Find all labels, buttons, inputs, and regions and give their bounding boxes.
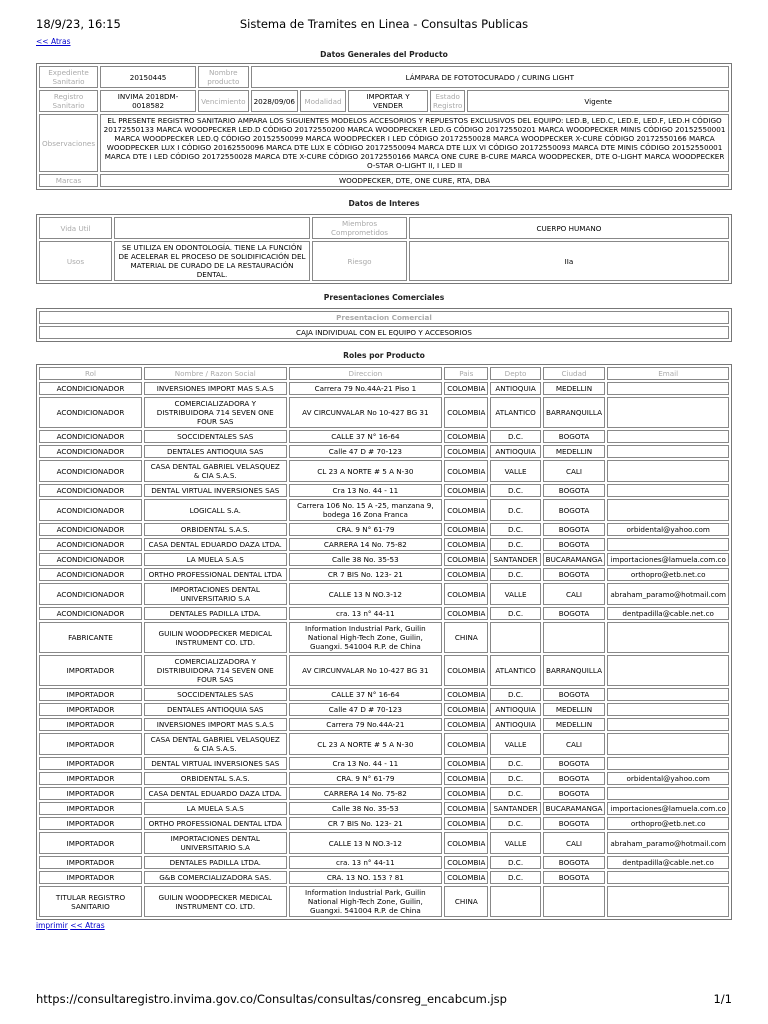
back-link-top[interactable]: << Atras	[36, 37, 71, 46]
role-cell-direccion: CL 23 A NORTE # 5 A N-30	[289, 460, 443, 482]
roles-section-title: Roles por Producto	[343, 351, 425, 360]
role-cell-rol: ACONDICIONADOR	[39, 538, 142, 551]
role-cell-direccion: Calle 47 D # 70-123	[289, 445, 443, 458]
role-cell-ciudad: CALI	[543, 832, 606, 854]
table-row	[39, 886, 729, 917]
role-cell-rol: IMPORTADOR	[39, 787, 142, 800]
role-cell-direccion: CR 7 BIS No. 123- 21	[289, 568, 443, 581]
role-cell-nombre: IMPORTACIONES DENTAL UNIVERSITARIO S.A	[144, 583, 287, 605]
role-cell-ciudad: MEDELLIN	[543, 382, 606, 395]
table-row	[39, 523, 729, 536]
page-content	[36, 36, 732, 930]
print-url: https://consultaregistro.invima.gov.co/Consultas/consultas/consreg_encabcum.jsp	[36, 992, 507, 1006]
roles-header-depto: Depto	[490, 367, 540, 380]
role-cell-depto: VALLE	[490, 733, 540, 755]
print-footer	[36, 992, 732, 1008]
roles-header-direccion: Direccion	[289, 367, 443, 380]
role-cell-pais: COLOMBIA	[444, 499, 488, 521]
role-cell-nombre: COMERCIALIZADORA Y DISTRIBUIDORA 714 SEVEN ONE FOUR SAS	[144, 397, 287, 428]
role-cell-ciudad: BOGOTA	[543, 430, 606, 443]
role-cell-email	[607, 430, 729, 443]
role-cell-depto: D.C.	[490, 607, 540, 620]
role-cell-rol: ACONDICIONADOR	[39, 430, 142, 443]
role-cell-depto: ANTIOQUIA	[490, 445, 540, 458]
table-row	[39, 688, 729, 701]
role-cell-ciudad: BOGOTA	[543, 568, 606, 581]
role-cell-email	[607, 886, 729, 917]
role-cell-rol: ACONDICIONADOR	[39, 499, 142, 521]
role-cell-direccion: CARRERA 14 No. 75-82	[289, 787, 443, 800]
role-cell-nombre: INVERSIONES IMPORT MAS S.A.S	[144, 718, 287, 731]
role-cell-ciudad: BARRANQUILLA	[543, 397, 606, 428]
miembros-label: Miembros Comprometidos	[312, 217, 407, 239]
role-cell-rol: IMPORTADOR	[39, 871, 142, 884]
role-cell-pais: COLOMBIA	[444, 583, 488, 605]
role-cell-pais: COLOMBIA	[444, 757, 488, 770]
role-cell-rol: IMPORTADOR	[39, 655, 142, 686]
role-cell-rol: ACONDICIONADOR	[39, 523, 142, 536]
role-cell-ciudad: MEDELLIN	[543, 718, 606, 731]
role-cell-direccion: CALLE 37 N° 16-64	[289, 430, 443, 443]
table-row	[39, 553, 729, 566]
role-cell-rol: TITULAR REGISTRO SANITARIO	[39, 886, 142, 917]
role-cell-pais: COLOMBIA	[444, 832, 488, 854]
table-row	[39, 583, 729, 605]
estado-value: Vigente	[467, 90, 729, 112]
role-cell-ciudad: BOGOTA	[543, 688, 606, 701]
role-cell-depto: D.C.	[490, 772, 540, 785]
roles-header-pais: Pais	[444, 367, 488, 380]
role-cell-rol: ACONDICIONADOR	[39, 553, 142, 566]
role-cell-nombre: SOCCIDENTALES SAS	[144, 688, 287, 701]
table-row	[39, 733, 729, 755]
role-cell-ciudad: BOGOTA	[543, 538, 606, 551]
role-cell-depto: D.C.	[490, 430, 540, 443]
role-cell-pais: COLOMBIA	[444, 871, 488, 884]
modalidad-value: IMPORTAR Y VENDER	[348, 90, 428, 112]
role-cell-direccion: CL 23 A NORTE # 5 A N-30	[289, 733, 443, 755]
role-cell-depto: VALLE	[490, 832, 540, 854]
role-cell-email	[607, 787, 729, 800]
role-cell-ciudad: BOGOTA	[543, 757, 606, 770]
modalidad-label: Modalidad	[300, 90, 346, 112]
role-cell-nombre: LA MUELA S.A.S	[144, 802, 287, 815]
role-cell-rol: IMPORTADOR	[39, 733, 142, 755]
riesgo-value: IIa	[409, 241, 729, 281]
role-cell-depto	[490, 886, 540, 917]
role-cell-email: dentpadilla@cable.net.co	[607, 607, 729, 620]
table-row	[39, 718, 729, 731]
table-row	[39, 445, 729, 458]
role-cell-ciudad: BOGOTA	[543, 499, 606, 521]
role-cell-email: orbidental@yahoo.com	[607, 523, 729, 536]
role-cell-rol: IMPORTADOR	[39, 718, 142, 731]
role-cell-pais: COLOMBIA	[444, 553, 488, 566]
role-cell-pais: COLOMBIA	[444, 772, 488, 785]
presentation-row	[39, 326, 729, 339]
observaciones-value: EL PRESENTE REGISTRO SANITARIO AMPARA LOS SIGUIENTES MODELOS ACCESORIOS Y REPUESTOS EXCLUSIVOS DEL EQUIPO: LED.B, LED.C, LED.E, LED.F, LED.H CÓDIGO 20172550133 MARCA WOODPECKER LED.D CÓDIGO 20172550200 MARCA WOODPECKER LED.G CÓDIGO 20172550201 MARCA WOODPECKER MINIS CÓDIGO 20152550001 MARCA WOODPECKER LED.Q CÓDIGO 20152550099 MARCA WOODPECKER I LED CÓDIGO 20172550028 MARCA WOODPECKER X-CURE CÓDIGO 20172550166 MARCA WOODPECKER LUX I CÓDIGO 20162550096 MARCA DTE LUX E CÓDIGO 20172550094 MARCA DTE LUX VI CÓDIGO 20172550093 MARCA DTE MINIS CÓDIGO 20152550001 MARCA DTE I LED CÓDIGO 20172550028 MARCA DTE X-CURE CÓDIGO 20172550166 MARCA ONE CURE B-CURE MARCA WOODPECKER, DTE O-LIGHT MARCA WOODPECKER O-STAR O-LIGHT II, I LED II	[100, 114, 729, 172]
table-row	[39, 802, 729, 815]
role-cell-depto: SANTANDER	[490, 553, 540, 566]
role-cell-nombre: DENTAL VIRTUAL INVERSIONES SAS	[144, 484, 287, 497]
role-cell-email	[607, 538, 729, 551]
bottom-links	[36, 921, 732, 930]
role-cell-ciudad: MEDELLIN	[543, 703, 606, 716]
role-cell-pais: COLOMBIA	[444, 733, 488, 755]
role-cell-nombre: DENTALES PADILLA LTDA.	[144, 607, 287, 620]
role-cell-ciudad	[543, 622, 606, 653]
role-cell-email: abraham_paramo@hotmail.com	[607, 832, 729, 854]
role-cell-email: abraham_paramo@hotmail.com	[607, 583, 729, 605]
role-cell-nombre: ORTHO PROFESSIONAL DENTAL LTDA	[144, 568, 287, 581]
role-cell-pais: COLOMBIA	[444, 445, 488, 458]
role-cell-direccion: Information Industrial Park, Guilin National High-Tech Zone, Guilin, Guangxi. 541004 R.P. de China	[289, 886, 443, 917]
registro-label: Registro Sanitario	[39, 90, 98, 112]
role-cell-nombre: ORBIDENTAL S.A.S.	[144, 523, 287, 536]
table-row	[39, 832, 729, 854]
vencimiento-value: 2028/09/06	[251, 90, 298, 112]
role-cell-ciudad: BUCARAMANGA	[543, 553, 606, 566]
role-cell-ciudad: BOGOTA	[543, 871, 606, 884]
role-cell-email	[607, 718, 729, 731]
role-cell-direccion: Carrera 79 No.44A-21	[289, 718, 443, 731]
role-cell-email: orthopro@etb.net.co	[607, 568, 729, 581]
role-cell-pais: COLOMBIA	[444, 382, 488, 395]
print-header	[36, 17, 732, 33]
role-cell-email	[607, 397, 729, 428]
role-cell-email	[607, 622, 729, 653]
role-cell-email: orthopro@etb.net.co	[607, 817, 729, 830]
role-cell-pais: COLOMBIA	[444, 430, 488, 443]
role-cell-direccion: CRA. 9 N° 61-79	[289, 523, 443, 536]
role-cell-nombre: CASA DENTAL EDUARDO DAZA LTDA.	[144, 538, 287, 551]
role-cell-direccion: Carrera 79 No.44A-21 Piso 1	[289, 382, 443, 395]
roles-header-email: Email	[607, 367, 729, 380]
role-cell-depto: D.C.	[490, 484, 540, 497]
role-cell-pais: COLOMBIA	[444, 607, 488, 620]
vida-util-label: Vida Util	[39, 217, 112, 239]
presentation-header: Presentacion Comercial	[39, 311, 729, 324]
role-cell-direccion: AV CIRCUNVALAR No 10-427 BG 31	[289, 655, 443, 686]
print-date: 18/9/23, 16:15	[36, 17, 121, 31]
role-cell-pais: CHINA	[444, 886, 488, 917]
presentations-section-title: Presentaciones Comerciales	[323, 293, 445, 302]
role-cell-ciudad: BOGOTA	[543, 856, 606, 869]
role-cell-nombre: INVERSIONES IMPORT MAS S.A.S	[144, 382, 287, 395]
role-cell-rol: ACONDICIONADOR	[39, 583, 142, 605]
role-cell-ciudad: CALI	[543, 583, 606, 605]
role-cell-direccion: Carrera 106 No. 15 A -25, manzana 9, bodega 16 Zona Franca	[289, 499, 443, 521]
role-cell-direccion: Cra 13 No. 44 - 11	[289, 484, 443, 497]
role-cell-depto: D.C.	[490, 817, 540, 830]
role-cell-rol: IMPORTADOR	[39, 817, 142, 830]
print-title: Sistema de Tramites en Linea - Consultas Publicas	[239, 17, 529, 31]
role-cell-email	[607, 445, 729, 458]
role-cell-pais: COLOMBIA	[444, 856, 488, 869]
role-cell-depto: VALLE	[490, 460, 540, 482]
role-cell-ciudad: BOGOTA	[543, 772, 606, 785]
role-cell-nombre: CASA DENTAL GABRIEL VELASQUEZ & CIA S.A.S.	[144, 733, 287, 755]
table-row	[39, 430, 729, 443]
role-cell-nombre: DENTALES ANTIOQUIA SAS	[144, 445, 287, 458]
role-cell-pais: CHINA	[444, 622, 488, 653]
role-cell-ciudad: BUCARAMANGA	[543, 802, 606, 815]
expediente-value: 20150445	[100, 66, 196, 88]
registro-value: INVIMA 2018DM-0018582	[100, 90, 196, 112]
role-cell-rol: ACONDICIONADOR	[39, 445, 142, 458]
role-cell-depto: SANTANDER	[490, 802, 540, 815]
role-cell-depto: ANTIOQUIA	[490, 703, 540, 716]
marcas-label: Marcas	[39, 174, 98, 187]
table-row	[39, 460, 729, 482]
role-cell-rol: ACONDICIONADOR	[39, 568, 142, 581]
role-cell-depto	[490, 622, 540, 653]
role-cell-direccion: cra. 13 n° 44-11	[289, 607, 443, 620]
role-cell-rol: IMPORTADOR	[39, 772, 142, 785]
role-cell-pais: COLOMBIA	[444, 688, 488, 701]
role-cell-email	[607, 733, 729, 755]
role-cell-depto: VALLE	[490, 583, 540, 605]
role-cell-email: orbidental@yahoo.com	[607, 772, 729, 785]
role-cell-pais: COLOMBIA	[444, 718, 488, 731]
table-row	[39, 757, 729, 770]
role-cell-nombre: G&B COMERCIALIZADORA SAS.	[144, 871, 287, 884]
role-cell-pais: COLOMBIA	[444, 802, 488, 815]
role-cell-pais: COLOMBIA	[444, 817, 488, 830]
role-cell-email	[607, 757, 729, 770]
role-cell-ciudad: BOGOTA	[543, 484, 606, 497]
role-cell-ciudad: BARRANQUILLA	[543, 655, 606, 686]
role-cell-nombre: ORBIDENTAL S.A.S.	[144, 772, 287, 785]
role-cell-rol: IMPORTADOR	[39, 688, 142, 701]
role-cell-direccion: CARRERA 14 No. 75-82	[289, 538, 443, 551]
role-cell-pais: COLOMBIA	[444, 703, 488, 716]
role-cell-email	[607, 688, 729, 701]
vencimiento-label: Vencimiento	[198, 90, 248, 112]
role-cell-pais: COLOMBIA	[444, 787, 488, 800]
role-cell-depto: ANTIOQUIA	[490, 718, 540, 731]
table-row	[39, 655, 729, 686]
role-cell-nombre: GUILIN WOODPECKER MEDICAL INSTRUMENT CO. LTD.	[144, 622, 287, 653]
role-cell-nombre: CASA DENTAL GABRIEL VELASQUEZ & CIA S.A.S.	[144, 460, 287, 482]
page-number: 1/1	[713, 992, 732, 1006]
table-row	[39, 568, 729, 581]
role-cell-rol: ACONDICIONADOR	[39, 382, 142, 395]
table-row	[39, 499, 729, 521]
table-row	[39, 772, 729, 785]
expediente-label: Expediente Sanitario	[39, 66, 98, 88]
estado-label: Estado Registro	[430, 90, 465, 112]
role-cell-rol: IMPORTADOR	[39, 832, 142, 854]
role-cell-depto: D.C.	[490, 568, 540, 581]
role-cell-nombre: GUILIN WOODPECKER MEDICAL INSTRUMENT CO. LTD.	[144, 886, 287, 917]
table-row	[39, 703, 729, 716]
role-cell-depto: ATLANTICO	[490, 397, 540, 428]
observaciones-label: Observaciones	[39, 114, 98, 172]
table-row	[39, 787, 729, 800]
nombre-value: LÁMPARA DE FOTOTOCURADO / CURING LIGHT	[251, 66, 729, 88]
table-row	[39, 607, 729, 620]
role-cell-direccion: CR 7 BIS No. 123- 21	[289, 817, 443, 830]
role-cell-nombre: SOCCIDENTALES SAS	[144, 430, 287, 443]
role-cell-depto: D.C.	[490, 538, 540, 551]
role-cell-rol: ACONDICIONADOR	[39, 607, 142, 620]
marcas-value: WOODPECKER, DTE, ONE CURE, RTA, DBA	[100, 174, 729, 187]
role-cell-ciudad: BOGOTA	[543, 817, 606, 830]
table-row	[39, 856, 729, 869]
role-cell-pais: COLOMBIA	[444, 655, 488, 686]
role-cell-email: dentpadilla@cable.net.co	[607, 856, 729, 869]
table-row	[39, 484, 729, 497]
role-cell-pais: COLOMBIA	[444, 538, 488, 551]
miembros-value: CUERPO HUMANO	[409, 217, 729, 239]
role-cell-ciudad: BOGOTA	[543, 787, 606, 800]
role-cell-direccion: CRA. 13 NO. 153 ? 81	[289, 871, 443, 884]
role-cell-nombre: LOGICALL S.A.	[144, 499, 287, 521]
role-cell-nombre: ORTHO PROFESSIONAL DENTAL LTDA	[144, 817, 287, 830]
table-row	[39, 817, 729, 830]
role-cell-email	[607, 382, 729, 395]
role-cell-ciudad: CALI	[543, 733, 606, 755]
role-cell-direccion: cra. 13 n° 44-11	[289, 856, 443, 869]
interest-section-title: Datos de Interes	[348, 199, 420, 208]
role-cell-nombre: CASA DENTAL EDUARDO DAZA LTDA.	[144, 787, 287, 800]
role-cell-direccion: CALLE 13 N NO.3-12	[289, 832, 443, 854]
table-row	[39, 538, 729, 551]
riesgo-label: Riesgo	[312, 241, 407, 281]
vida-util-value	[114, 217, 310, 239]
role-cell-ciudad: BOGOTA	[543, 607, 606, 620]
role-cell-pais: COLOMBIA	[444, 523, 488, 536]
role-cell-email	[607, 460, 729, 482]
role-cell-nombre: DENTALES PADILLA LTDA.	[144, 856, 287, 869]
table-row	[39, 622, 729, 653]
table-row	[39, 382, 729, 395]
presentation-item: CAJA INDIVIDUAL CON EL EQUIPO Y ACCESORIOS	[39, 326, 729, 339]
role-cell-nombre: LA MUELA S.A.S	[144, 553, 287, 566]
role-cell-email: importaciones@lamuela.com.co	[607, 802, 729, 815]
nombre-label: Nombre producto	[198, 66, 248, 88]
role-cell-direccion: AV CIRCUNVALAR No 10-427 BG 31	[289, 397, 443, 428]
role-cell-depto: D.C.	[490, 688, 540, 701]
role-cell-rol: IMPORTADOR	[39, 703, 142, 716]
role-cell-depto: D.C.	[490, 523, 540, 536]
role-cell-pais: COLOMBIA	[444, 484, 488, 497]
table-row	[39, 397, 729, 428]
role-cell-rol: IMPORTADOR	[39, 802, 142, 815]
general-section-title: Datos Generales del Producto	[320, 50, 448, 59]
usos-value: SE UTILIZA EN ODONTOLOGÍA. TIENE LA FUNCIÓN DE ACELERAR EL PROCESO DE SOLIDIFICACIÓN DEL MATERIAL DE CURADO DE LA RESTAURACIÓN DENTAL.	[114, 241, 310, 281]
role-cell-email	[607, 655, 729, 686]
roles-table	[36, 364, 732, 920]
role-cell-rol: ACONDICIONADOR	[39, 484, 142, 497]
role-cell-email	[607, 499, 729, 521]
role-cell-direccion: CRA. 9 N° 61-79	[289, 772, 443, 785]
role-cell-depto: D.C.	[490, 871, 540, 884]
role-cell-rol: ACONDICIONADOR	[39, 460, 142, 482]
role-cell-ciudad: BOGOTA	[543, 523, 606, 536]
role-cell-direccion: Cra 13 No. 44 - 11	[289, 757, 443, 770]
role-cell-depto: D.C.	[490, 499, 540, 521]
table-row	[39, 871, 729, 884]
role-cell-depto: ANTIOQUIA	[490, 382, 540, 395]
role-cell-email	[607, 484, 729, 497]
role-cell-ciudad	[543, 886, 606, 917]
role-cell-depto: D.C.	[490, 757, 540, 770]
role-cell-pais: COLOMBIA	[444, 568, 488, 581]
role-cell-pais: COLOMBIA	[444, 397, 488, 428]
interest-table	[36, 214, 732, 284]
role-cell-ciudad: MEDELLIN	[543, 445, 606, 458]
role-cell-direccion: CALLE 13 N NO.3-12	[289, 583, 443, 605]
role-cell-rol: FABRICANTE	[39, 622, 142, 653]
roles-header-ciudad: Ciudad	[543, 367, 606, 380]
role-cell-rol: IMPORTADOR	[39, 757, 142, 770]
back-link-bottom[interactable]: << Atras	[70, 921, 105, 930]
role-cell-email	[607, 703, 729, 716]
role-cell-nombre: DENTALES ANTIOQUIA SAS	[144, 703, 287, 716]
role-cell-email	[607, 871, 729, 884]
role-cell-pais: COLOMBIA	[444, 460, 488, 482]
role-cell-rol: IMPORTADOR	[39, 856, 142, 869]
print-link[interactable]: imprimir	[36, 921, 68, 930]
general-table	[36, 63, 732, 190]
role-cell-direccion: Information Industrial Park, Guilin National High-Tech Zone, Guilin, Guangxi. 541004 R.P. de China	[289, 622, 443, 653]
role-cell-email: importaciones@lamuela.com.co	[607, 553, 729, 566]
role-cell-depto: D.C.	[490, 787, 540, 800]
role-cell-rol: ACONDICIONADOR	[39, 397, 142, 428]
roles-header-nombre: Nombre / Razon Social	[144, 367, 287, 380]
usos-label: Usos	[39, 241, 112, 281]
role-cell-direccion: Calle 38 No. 35-53	[289, 802, 443, 815]
role-cell-nombre: COMERCIALIZADORA Y DISTRIBUIDORA 714 SEVEN ONE FOUR SAS	[144, 655, 287, 686]
role-cell-direccion: CALLE 37 N° 16-64	[289, 688, 443, 701]
roles-header-rol: Rol	[39, 367, 142, 380]
presentations-table	[36, 308, 732, 342]
role-cell-nombre: DENTAL VIRTUAL INVERSIONES SAS	[144, 757, 287, 770]
role-cell-direccion: Calle 38 No. 35-53	[289, 553, 443, 566]
role-cell-direccion: Calle 47 D # 70-123	[289, 703, 443, 716]
role-cell-depto: D.C.	[490, 856, 540, 869]
role-cell-ciudad: CALI	[543, 460, 606, 482]
role-cell-nombre: IMPORTACIONES DENTAL UNIVERSITARIO S.A	[144, 832, 287, 854]
role-cell-depto: ATLANTICO	[490, 655, 540, 686]
